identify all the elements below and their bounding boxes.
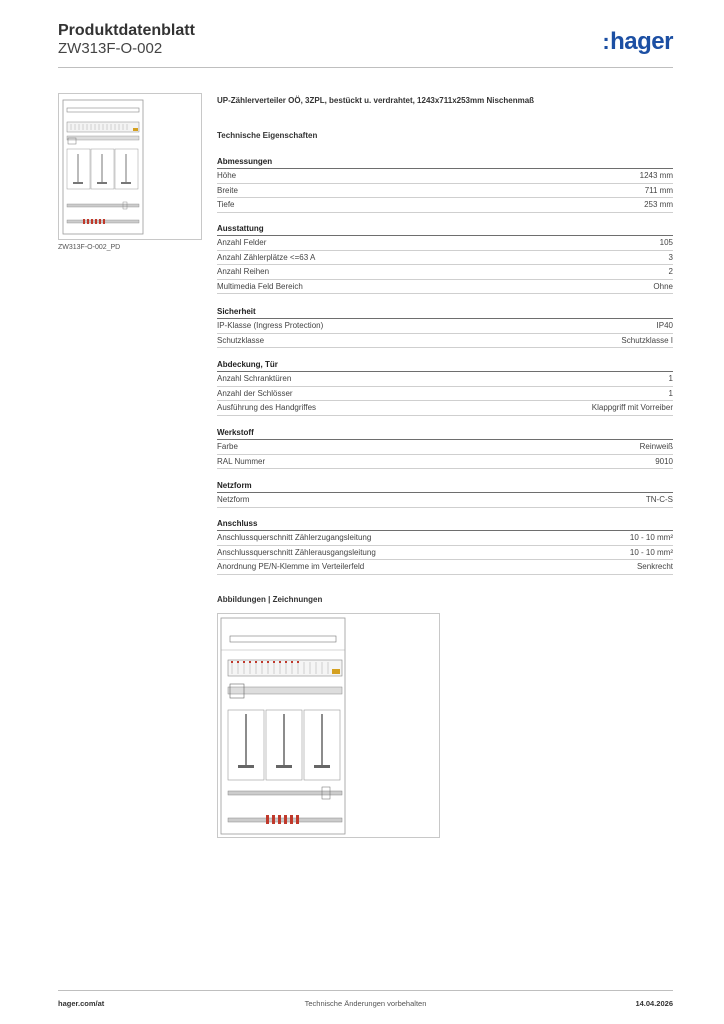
property-label: Netzform xyxy=(217,495,250,504)
property-value: TN-C-S xyxy=(645,495,673,504)
group-title: Netzform xyxy=(217,479,673,493)
property-value: 2 xyxy=(668,267,673,276)
property-label: Anordnung PE/N-Klemme im Verteilerfeld xyxy=(217,562,365,571)
property-value: 9010 xyxy=(655,456,673,466)
property-value: 253 mm xyxy=(644,200,673,209)
property-value: 1 xyxy=(668,388,673,398)
property-label: IP-Klasse (Ingress Protection) xyxy=(217,321,324,330)
group-title: Abmessungen xyxy=(217,155,673,169)
property-label: Breite xyxy=(217,185,238,195)
property-value: 3 xyxy=(668,252,673,262)
property-row xyxy=(217,236,673,251)
property-row xyxy=(217,440,673,455)
property-row xyxy=(217,198,673,213)
property-value: 10 - 10 mm² xyxy=(629,533,673,542)
group-title: Anschluss xyxy=(217,517,673,531)
property-label: Anzahl Felder xyxy=(217,238,267,247)
property-label: Höhe xyxy=(217,171,237,180)
property-row xyxy=(217,546,673,561)
property-row xyxy=(217,319,673,334)
group-abdeckung-tuer xyxy=(217,358,673,416)
property-row xyxy=(217,251,673,266)
property-row xyxy=(217,372,673,387)
property-label: Anschlussquerschnitt Zählerzugangsleitung xyxy=(217,533,372,542)
property-row xyxy=(217,401,673,416)
footer-date: 14.04.2026 xyxy=(635,999,673,1008)
hager-logo xyxy=(602,28,673,56)
main-content xyxy=(217,96,673,571)
property-value: Schutzklasse I xyxy=(621,335,673,345)
property-label: Multimedia Feld Bereich xyxy=(217,281,303,291)
group-werkstoff xyxy=(217,426,673,469)
group-title: Ausstattung xyxy=(217,222,673,236)
property-label: Ausführung des Handgriffes xyxy=(217,403,317,412)
property-value: 1243 mm xyxy=(639,171,673,180)
property-value: Reinweiß xyxy=(639,442,673,451)
property-row xyxy=(217,169,673,184)
property-row xyxy=(217,280,673,295)
property-label: Anzahl der Schlösser xyxy=(217,388,293,398)
property-value: Ohne xyxy=(653,281,673,291)
group-sicherheit xyxy=(217,305,673,348)
property-label: Anschlussquerschnitt Zählerausgangsleitung xyxy=(217,547,376,557)
group-title: Sicherheit xyxy=(217,305,673,319)
property-value: 105 xyxy=(659,238,673,247)
logo-colon-mark: : xyxy=(602,29,610,54)
page-header xyxy=(58,20,673,68)
property-value: IP40 xyxy=(656,321,673,330)
property-row xyxy=(217,265,673,280)
technical-drawing-svg xyxy=(218,614,439,837)
technical-drawing xyxy=(217,613,440,838)
group-title: Werkstoff xyxy=(217,426,673,440)
footer-website[interactable]: hager.com/at xyxy=(58,999,105,1008)
property-label: Farbe xyxy=(217,442,238,451)
property-row xyxy=(217,387,673,402)
property-label: Schutzklasse xyxy=(217,335,265,345)
group-anschluss xyxy=(217,517,673,575)
figures-heading: Abbildungen | Zeichnungen xyxy=(217,595,323,604)
property-label: Anzahl Zählerplätze <=63 A xyxy=(217,252,316,262)
footer-notice: Technische Änderungen vorbehalten xyxy=(304,999,427,1008)
property-value: Klappgriff mit Vorreiber xyxy=(591,403,673,412)
group-ausstattung xyxy=(217,222,673,294)
product-thumbnail xyxy=(58,93,202,240)
group-netzform xyxy=(217,479,673,508)
product-code: ZW313F-O-002 xyxy=(58,40,163,57)
property-label: RAL Nummer xyxy=(217,456,266,466)
logo-wordmark: hager xyxy=(610,28,673,55)
property-row xyxy=(217,531,673,546)
property-value: 10 - 10 mm² xyxy=(629,547,673,557)
property-label: Tiefe xyxy=(217,200,235,209)
property-row xyxy=(217,184,673,199)
property-row xyxy=(217,493,673,508)
property-row xyxy=(217,334,673,349)
page-footer xyxy=(58,990,673,1014)
thumbnail-drawing xyxy=(59,94,201,239)
group-abmessungen xyxy=(217,155,673,213)
property-label: Anzahl Reihen xyxy=(217,267,270,276)
product-description: UP-Zählerverteiler OÖ, 3ZPL, bestückt u. verdrahtet, 1243x711x253mm Nischenmaß xyxy=(217,96,535,105)
group-title: Abdeckung, Tür xyxy=(217,358,673,372)
document-title: Produktdatenblatt xyxy=(58,22,195,39)
property-row xyxy=(217,560,673,575)
property-row xyxy=(217,455,673,470)
property-value: 1 xyxy=(668,374,673,383)
property-value: Senkrecht xyxy=(636,562,673,571)
technical-properties-heading: Technische Eigenschaften xyxy=(217,131,318,140)
property-label: Anzahl Schranktüren xyxy=(217,374,292,383)
thumbnail-caption: ZW313F-O-002_PD xyxy=(58,244,121,251)
property-value: 711 mm xyxy=(644,185,673,195)
